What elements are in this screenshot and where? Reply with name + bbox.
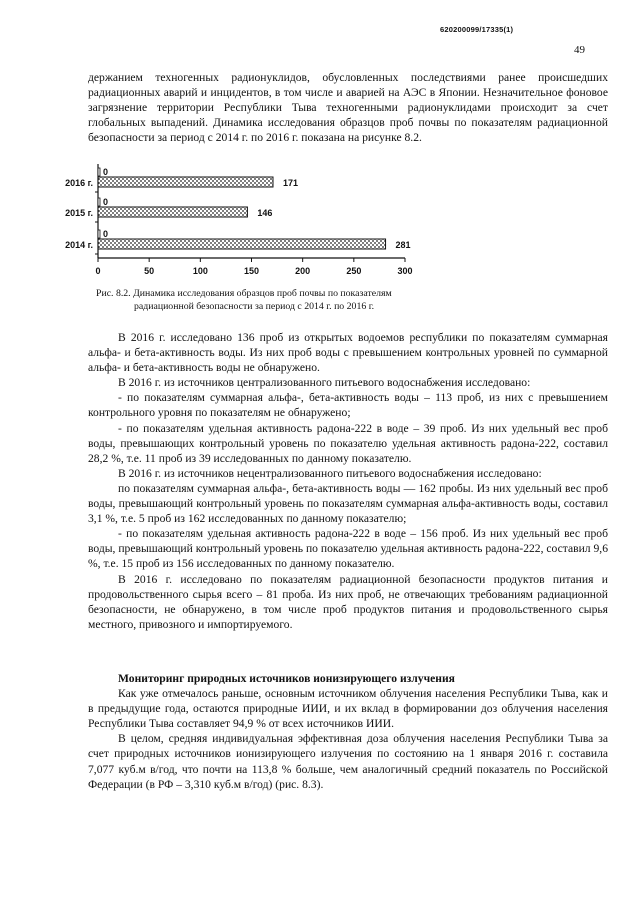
paragraph-open-water: В 2016 г. исследовано 136 проб из открытых водоемов республики по показателям суммарная альфа- и бета-активность воды. Из них проб воды с превышением контрольных уровней по суммарной альфа- и бета-активность воды не обнаружено. — [88, 331, 608, 375]
category-label: 2014 г. — [65, 240, 93, 250]
x-tick-label: 50 — [144, 266, 155, 276]
x-tick-label: 0 — [95, 266, 101, 276]
x-tick-label: 300 — [397, 266, 413, 276]
zero-value-label: 0 — [103, 197, 109, 207]
section-heading: Мониторинг природных источников ионизирующего излучения — [118, 672, 455, 685]
bar-series-1 — [98, 239, 386, 249]
caption-line-2: радиационной безопасности за период с 2014 г. по 2016 г. — [134, 300, 375, 312]
paragraph-noncentralized-intro: В 2016 г. из источников нецентрализованного питьевого водоснабжения исследовано: — [118, 466, 542, 480]
category-label: 2016 г. — [65, 178, 93, 188]
water-section — [88, 330, 608, 632]
chart-plot-area — [65, 164, 412, 276]
data-label: 146 — [257, 208, 273, 218]
paragraph-natural-sources: Как уже отмечалось раньше, основным источником облучения населения Республики Тыва, как и в предыдущие года, остаются природные ИИИ, и их вклад в формировании доз облучения населения Республики Тыва составляет 94,9 % от всех источников ИИИ. — [88, 687, 608, 731]
paragraph-average-dose: В целом, средняя индивидуальная эффективная доза облучения населения Республики Тыва за счет природных источников ионизирующего излучения по состоянию на 1 января 2016 г. составила 7,077 куб.м в/год, что почти на 113,8 % больше, чем аналогичный средний показатель по Российской Федерации (в РФ – 3,310 куб.м в/год) (рис. 8.3). — [88, 732, 608, 791]
bar-series-1 — [98, 177, 273, 187]
caption-line-1: Рис. 8.2. Динамика исследования образцов проб почвы по показателям — [96, 288, 392, 299]
paragraph-centralized-radon: - по показателям удельная активность радона-222 в воде – 39 проб. Из них удельный вес проб воды, превышающих контрольный уровень по показателю удельная активность радона-222, составил 28,2 %, т.е. 11 проб из 39 исследованных по данному показателю. — [88, 421, 608, 465]
bar-series-2 — [98, 198, 100, 206]
bar-series-1 — [98, 207, 247, 217]
page-number: 49 — [574, 44, 585, 56]
bar-series-2 — [98, 230, 100, 238]
zero-value-label: 0 — [103, 229, 109, 239]
x-tick-label: 100 — [192, 266, 208, 276]
natural-sources-section — [88, 671, 608, 792]
data-label: 281 — [395, 240, 411, 250]
category-label: 2015 г. — [65, 208, 93, 218]
paragraph-centralized-intro: В 2016 г. из источников централизованного питьевого водоснабжения исследовано: — [118, 376, 531, 390]
x-tick-label: 150 — [243, 266, 260, 276]
paragraph-food-products: В 2016 г. исследовано по показателям радиационной безопасности продуктов питания и продовольственного сырья всего – 81 проба. Из них проб, не отвечающих требованиям радиационной безопасности, не обнаружено, в том числе проб продуктов питания и продовольственного сырья местного, привозного и импортируемого. — [88, 572, 608, 631]
paragraph-centralized-alpha-beta: - по показателям суммарная альфа-, бета-активность воды – 113 проб, из них с превышением контрольного уровня по показателям не обнаружено; — [88, 391, 608, 420]
soil-samples-chart — [60, 148, 430, 283]
intro-paragraph: держанием техногенных радионуклидов, обусловленных последствиями ранее происшедших радиационных аварий и инцидентов, в том числе и аварией на АЭС в Японии. Незначительное фоновое загрязнение территории Республики Тыва техногенными радионуклидами происходит за счет глобальных выпадений. Динамика исследования образцов проб почвы по показателям радиационной безопасности за период с 2014 г. по 2016 г. показана на рисунке 8.2. — [88, 71, 608, 145]
data-label: 171 — [282, 178, 299, 188]
figure-caption — [96, 288, 496, 313]
bar-series-2 — [98, 168, 100, 176]
intro-text — [88, 70, 608, 145]
paragraph-noncentralized-radon: - по показателям удельная активность радона-222 в воде – 156 проб. Из них удельный вес проб воды, превышающий контрольный уровень по показателю удельная активность радона-222, составил 9,6 %, т.е. 15 проб из 156 исследованных по данному показателю. — [88, 527, 608, 571]
zero-value-label: 0 — [103, 167, 109, 177]
document-id: 620200099/17335(1) — [440, 25, 514, 34]
paragraph-noncentralized-alpha-beta: по показателям суммарная альфа-, бета-активность воды — 162 пробы. Из них удельный вес проб воды, превышающий контрольный уровень по показателям суммарная альфа-активность воды, составил 3,1 %, т.е. 5 проб из 162 исследованных по данному показателю; — [88, 481, 608, 526]
x-tick-label: 250 — [346, 266, 362, 276]
x-tick-label: 200 — [295, 266, 311, 276]
